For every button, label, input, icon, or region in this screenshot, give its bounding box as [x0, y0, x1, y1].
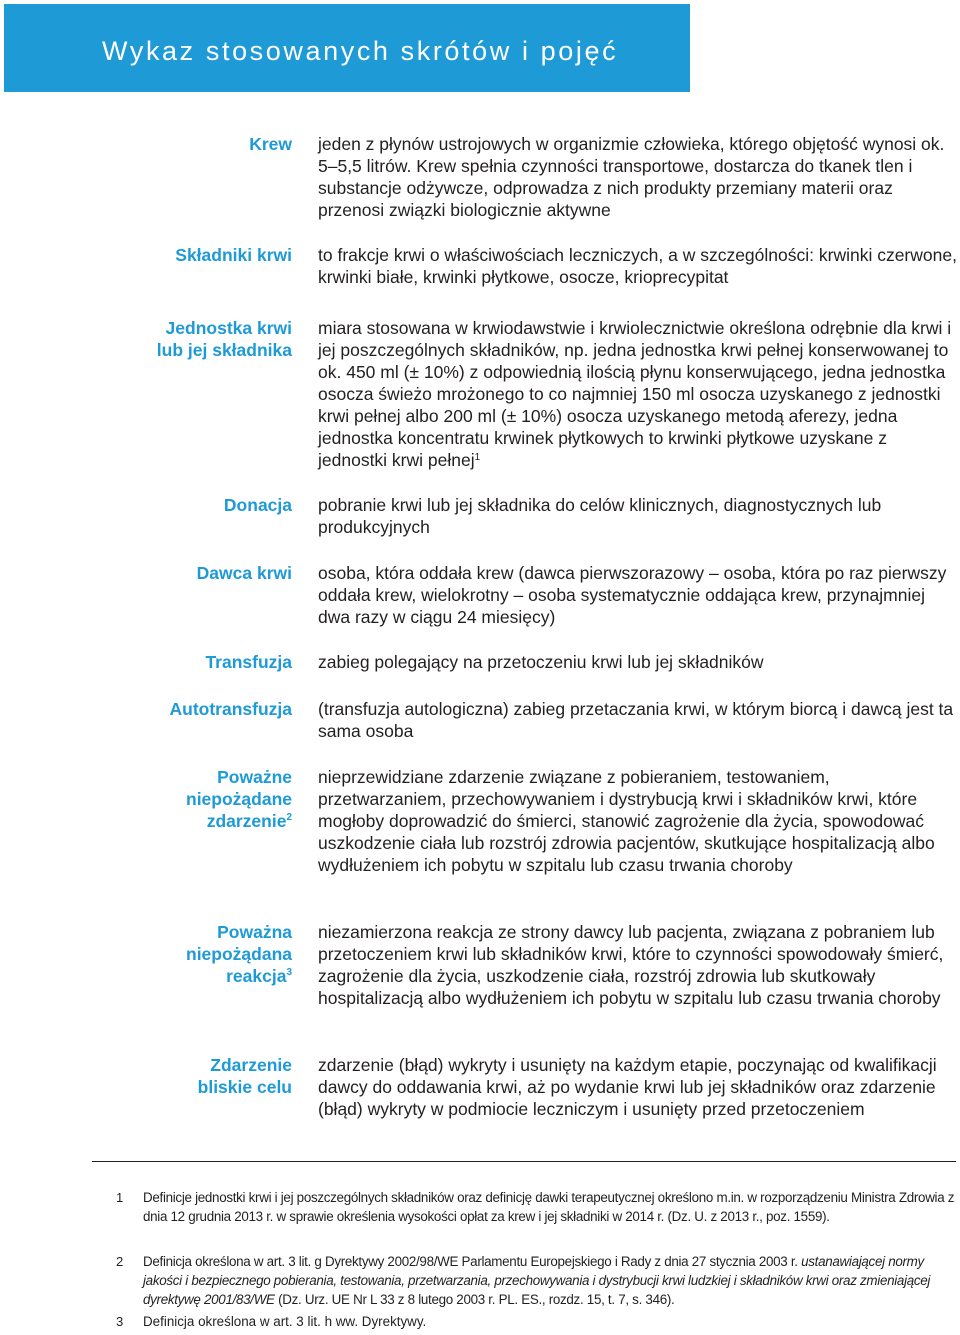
- definition-autotransfuzja: (transfuzja autologiczna) zabieg przetaczania krwi, w którym biorcą i dawcą jest ta sama osoba: [318, 699, 954, 741]
- footnote-ref-1: 1: [474, 452, 481, 463]
- term-dawca-krwi: Dawca krwi: [196, 563, 292, 583]
- footnote-1: Definicje jednostki krwi i jej poszczególnych składników oraz definicję dawki terapeutycznej określono m.in. w rozporządzeniu Ministra Zdrowia z dnia 12 grudnia 2013 r. w sprawie określenia wysokości opłat za krew i jej składniki w 2014 r. (Dz. U. z 2013 r., poz. 1559).: [143, 1190, 955, 1224]
- definition-donacja: pobranie krwi lub jej składnika do celów klinicznych, diagnostycznych lub produkcyjnych: [318, 495, 882, 537]
- footnote-number-1: 1: [116, 1190, 124, 1205]
- term-powazna-reakcja: Poważna niepożądana reakcja$^3$: [186, 922, 292, 986]
- definition-dawca-krwi: osoba, która oddała krew (dawca pierwszorazowy – osoba, która po raz pierwszy oddała krew, wielokrotny – osoba systematycznie oddająca krew, przynajmniej dwa razy w ciągu 24 miesięcy): [318, 563, 947, 627]
- footnote-ref-2: 2: [286, 812, 292, 823]
- footnote-number-2: 2: [116, 1254, 124, 1269]
- definition-powazna-reakcja: niezamierzona reakcja ze strony dawcy lub pacjenta, związana z pobraniem lub przetoczeniem krwi lub składników krwi, które to czynności spowodowały śmierć, zagrożenie dla życia, uszkodzenie ciała, rozstrój zdrowia lub skutkowały hospitalizacją albo wydłużeniem ich pobytu w szpitalu lub czasu trwania choroby: [318, 922, 944, 1008]
- term-zdarzenie-bliskie-celu: Zdarzenie bliskie celu: [197, 1055, 292, 1097]
- footnote-divider: [92, 1161, 956, 1162]
- header-banner: [4, 4, 690, 92]
- definition-skladniki-krwi: to frakcje krwi o właściwościach leczniczych, a w szczególności: krwinki czerwone, krwinki białe, krwinki płytkowe, osocze, krioprecypitat: [318, 245, 957, 287]
- definition-krew: jeden z płynów ustrojowych w organizmie człowieka, którego objętość wynosi ok. 5–5,5 litrów. Krew spełnia czynności transportowe, dostarcza do tkanek tlen i substancje odżywcze, odprowadza z nich produkty przemiany materii oraz przenosi związki biologicznie aktywne: [318, 134, 945, 220]
- definition-zdarzenie-bliskie-celu: zdarzenie (błąd) wykryty i usunięty na każdym etapie, poczynając od kwalifikacji dawcy do oddawania krwi, aż po wydanie krwi lub jej składników oraz zdarzenie (błąd) wykryty w podmiocie leczniczym i usunięty przed przetoczeniem: [318, 1055, 937, 1119]
- term-skladniki-krwi: Składniki krwi: [175, 245, 292, 265]
- footnote-number-3: 3: [116, 1314, 124, 1329]
- term-jednostka-krwi: Jednostka krwi lub jej składnika: [156, 318, 292, 360]
- footnote-ref-3: 3: [286, 967, 292, 978]
- page-title: Wykaz stosowanych skrótów i pojęć: [102, 36, 619, 66]
- term-krew: Krew: [249, 134, 292, 154]
- term-donacja: Donacja: [223, 495, 292, 515]
- definition-transfuzja: zabieg polegający na przetoczeniu krwi lub jej składników: [318, 652, 764, 672]
- definition-powazne-zdarzenie: nieprzewidziane zdarzenie związane z pobieraniem, testowaniem, przetwarzaniem, przechowywaniem i dystrybucją krwi i składników krwi, które mogłoby doprowadzić do śmierci, stanowić zagrożenie dla życia, spowodować uszkodzenie ciała lub rozstrój zdrowia pacjentów, skutkujące hospitalizacją albo wydłużeniem ich pobytu w szpitalu lub czasu trwania choroby: [318, 767, 935, 875]
- term-powazne-zdarzenie: Poważne niepożądane zdarzenie$^2$: [186, 767, 292, 831]
- term-autotransfuzja: Autotransfuzja: [169, 699, 292, 719]
- footnote-2: Definicja określona w art. 3 lit. g Dyrektywy 2002/98/WE Parlamentu Europejskiego i Rady z dnia 27 stycznia 2003 r. ustanawiającej normy jakości i bezpiecznego pobierania, testowania, przetwarzania, przechowywania i dystrybucji krwi ludzkiej i składników krwi oraz zmieniającej dyrektywę 2001/83/WE (Dz. Urz. UE Nr L 33 z 8 lutego 2003 r. PL. ES., rozdz. 15, t. 7, s. 346).: [143, 1254, 931, 1307]
- term-transfuzja: Transfuzja: [205, 652, 292, 672]
- footnote-3: Definicja określona w art. 3 lit. h ww. Dyrektywy.: [143, 1314, 427, 1329]
- definition-jednostka-krwi: miara stosowana w krwiodawstwie i krwiolecznictwie określona odrębnie dla krwi i jej poszczególnych składników, np. jedna jednostka krwi pełnej konserwowanej to ok. 450 ml (± 10%) z odpowiednią ilością płynu konserwującego, jedna jednostka osocza świeżo mrożonego to co najmniej 150 ml osocza uzyskanego z jednostki krwi pełnej albo 200 ml (± 10%) osocza uzyskanego metodą aferezy, jedna jednostka koncentratu krwinek płytkowych to krwinki płytkowe uzyskane z jednostki krwi pełnej$^1$: [318, 318, 952, 470]
